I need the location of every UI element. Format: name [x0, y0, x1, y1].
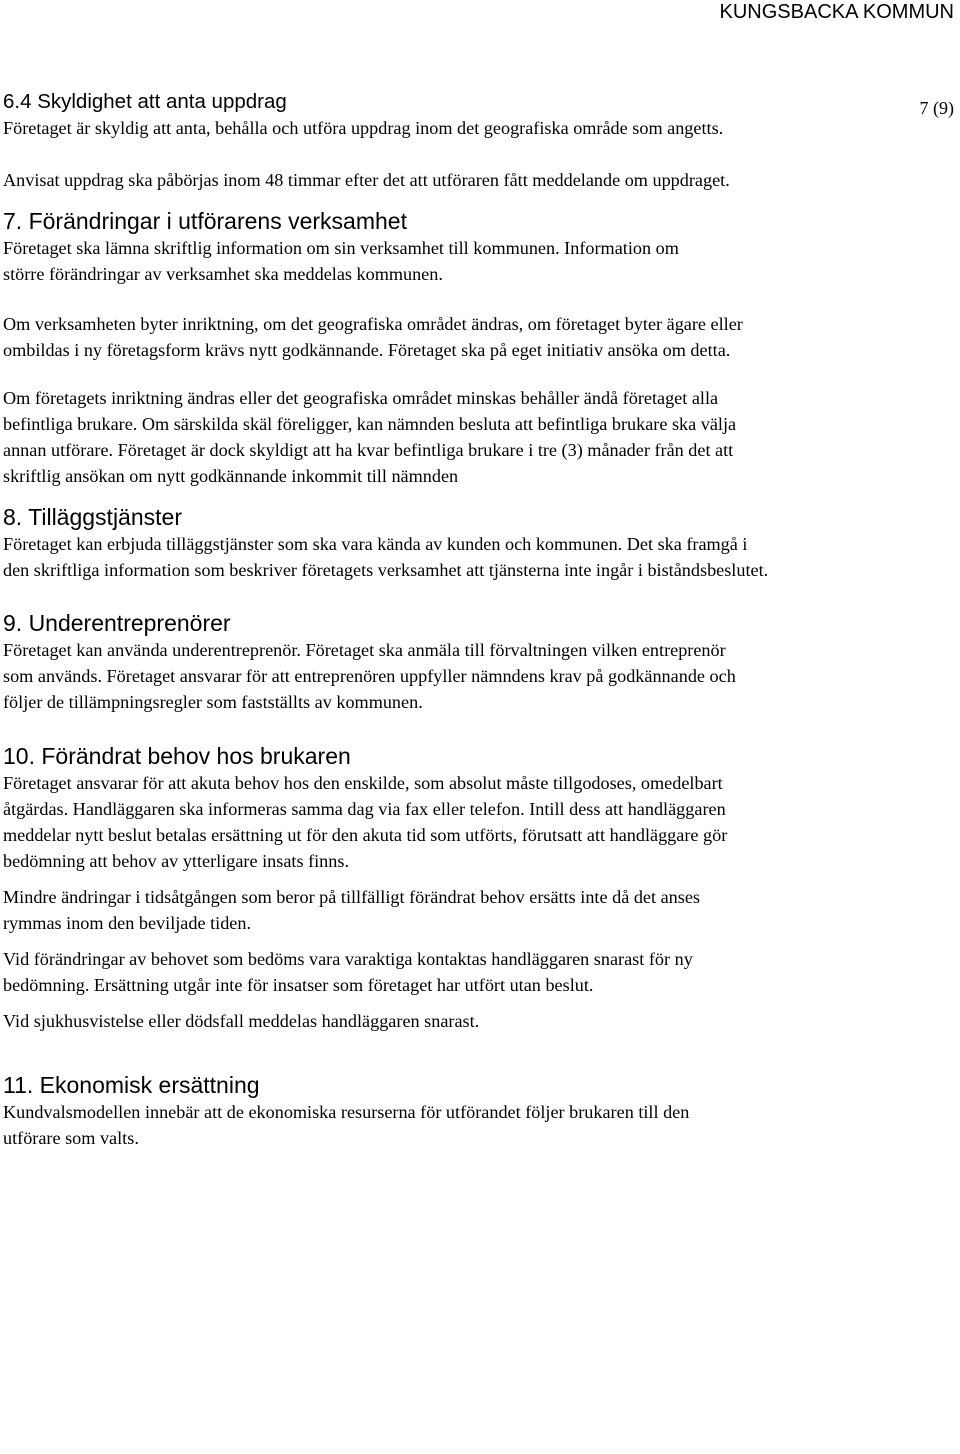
section-6-4-paragraph-1: Företaget är skyldig att anta, behålla och utföra uppdrag inom det geografiska område som angetts. — [3, 118, 724, 138]
section-10-heading: 10. Förändrat behov hos brukaren — [3, 743, 351, 769]
organization-header: KUNGSBACKA KOMMUN — [719, 1, 954, 23]
section-9-paragraph-1: Företaget kan använda underentreprenör. Företaget ska anmäla till förvaltningen vilken entreprenör som används. Företaget ansvarar för att entreprenören uppfyller nämndens krav på godkännande och följer de tillämpningsregler som fastställts av kommunen. — [3, 640, 736, 712]
page-number: 7 (9) — [919, 98, 954, 118]
section-6-4-heading: 6.4 Skyldighet att anta uppdrag — [3, 90, 287, 113]
document-body — [3, 89, 793, 1151]
section-7-paragraph-3: Om företagets inriktning ändras eller det geografiska området minskas behåller ändå företaget alla befintliga brukare. Om särskilda skäl föreligger, kan nämnden besluta att befintliga brukare ska välja annan utförare. Företaget är dock skyldigt att ha kvar befintliga brukare i tre (3) månader från det att skriftlig ansökan om nytt godkännande inkommit till nämnden — [3, 388, 737, 486]
section-8-heading: 8. Tilläggstjänster — [3, 504, 182, 530]
section-7-heading: 7. Förändringar i utförarens verksamhet — [3, 208, 407, 234]
section-11-paragraph-1: Kundvalsmodellen innebär att de ekonomiska resurserna för utförandet följer brukaren till den utförare som valts. — [3, 1102, 690, 1148]
section-7-paragraph-1: Företaget ska lämna skriftlig information om sin verksamhet till kommunen. Information om större förändringar av verksamhet ska meddelas kommunen. — [3, 238, 679, 284]
section-8-paragraph-1: Företaget kan erbjuda tilläggstjänster som ska vara kända av kunden och kommunen. Det ska framgå i den skriftliga information som beskriver företagets verksamhet att tjänsterna inte ingår i biståndsbeslutet. — [3, 534, 769, 580]
section-7-paragraph-2: Om verksamheten byter inriktning, om det geografiska området ändras, om företaget byter ägare eller ombildas i ny företagsform krävs nytt godkännande. Företaget ska på eget initiativ ansöka om detta. — [3, 314, 743, 360]
section-9-heading: 9. Underentreprenörer — [3, 610, 231, 636]
section-10-paragraph-1: Företaget ansvarar för att akuta behov hos den enskilde, som absolut måste tillgodoses, omedelbart åtgärdas. Handläggaren ska informeras samma dag via fax eller telefon. Intill dess att handläggaren meddelar nytt beslut betalas ersättning ut för den akuta tid som utförts, förutsatt att handläggare gör bedömning att behov av ytterligare insats finns. — [3, 773, 728, 871]
section-10-paragraph-4: Vid sjukhusvistelse eller dödsfall meddelas handläggaren snarast. — [3, 1011, 480, 1031]
section-10-paragraph-3: Vid förändringar av behovet som bedöms vara varaktiga kontaktas handläggaren snarast för ny bedömning. Ersättning utgår inte för insatser som företaget har utfört utan beslut. — [3, 949, 693, 995]
section-6-4-paragraph-2: Anvisat uppdrag ska påbörjas inom 48 timmar efter det att utföraren fått meddelande om uppdraget. — [3, 170, 730, 190]
section-11-heading: 11. Ekonomisk ersättning — [3, 1072, 260, 1098]
section-10-paragraph-2: Mindre ändringar i tidsåtgången som beror på tillfälligt förändrat behov ersätts inte då det anses rymmas inom den beviljade tiden. — [3, 887, 700, 933]
